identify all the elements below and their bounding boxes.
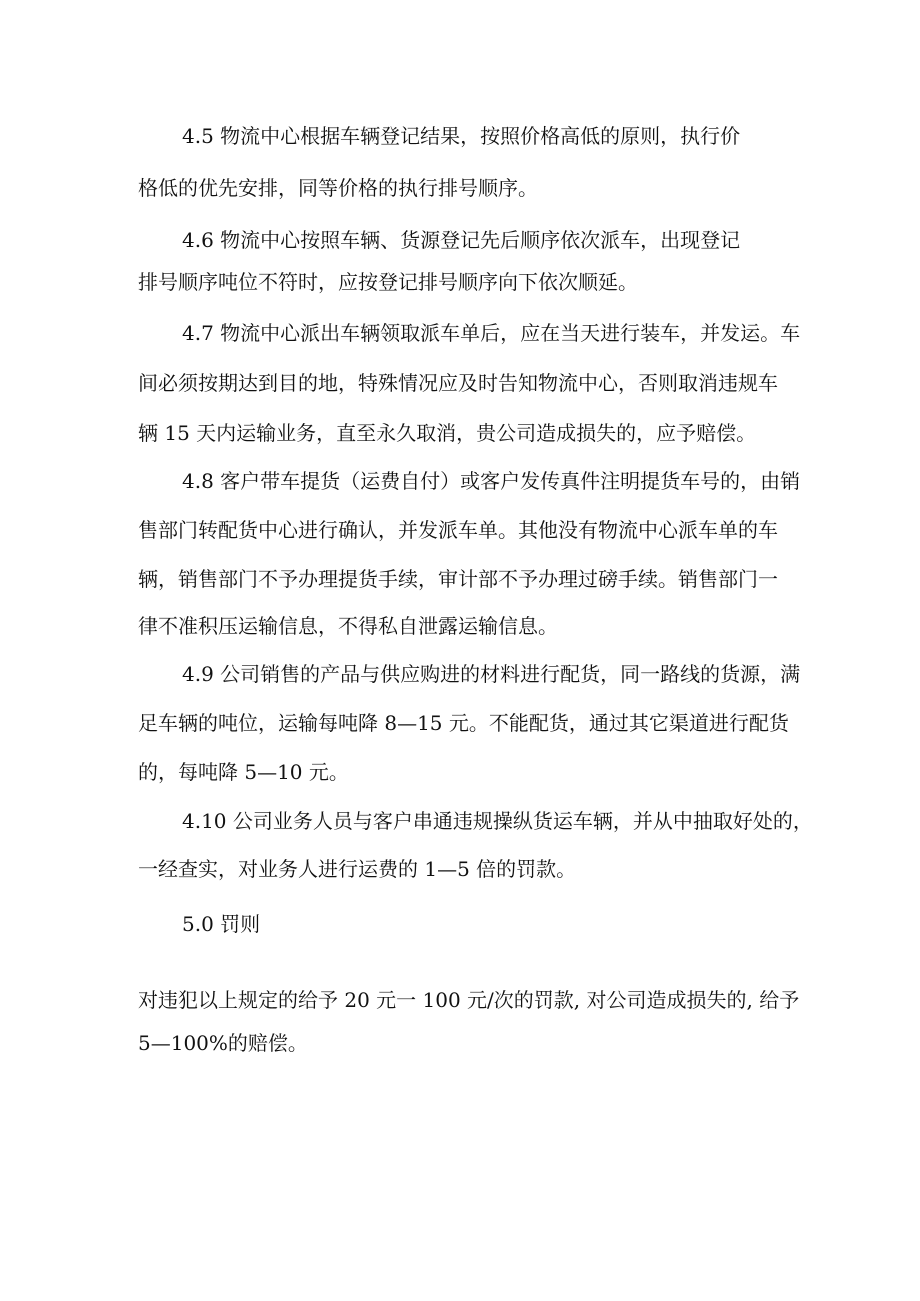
section-5-0-heading: 5.0 罚则 xyxy=(182,912,261,936)
clause-4-7-line-2: 间必须按期达到目的地，特殊情况应及时告知物流中心，否则取消违规车 xyxy=(138,371,778,395)
clause-4-7-line-3: 辆 15 天内运输业务，直至永久取消，贵公司造成损失的，应予赔偿。 xyxy=(138,421,757,445)
clause-4-9-line-2: 足车辆的吨位，运输每吨降 8—15 元。不能配货，通过其它渠道进行配货 xyxy=(138,711,789,735)
clause-4-9-line-3: 的，每吨降 5—10 元。 xyxy=(138,760,349,784)
clause-4-7-line-1: 4.7 物流中心派出车辆领取派车单后，应在当天进行装车，并发运。车 xyxy=(182,321,801,345)
penalty-line-2: 5—100%的赔偿。 xyxy=(138,1031,308,1055)
clause-4-9-line-1: 4.9 公司销售的产品与供应购进的材料进行配货，同一路线的货源，满 xyxy=(182,662,801,686)
clause-4-6-line-2: 排号顺序吨位不符时，应按登记排号顺序向下依次顺延。 xyxy=(138,270,638,294)
clause-4-8-line-4: 律不准积压运输信息，不得私自泄露运输信息。 xyxy=(138,614,558,638)
clause-4-8-line-2: 售部门转配货中心进行确认，并发派车单。其他没有物流中心派车单的车 xyxy=(138,518,778,542)
clause-4-10-line-2: 一经查实，对业务人进行运费的 1—5 倍的罚款。 xyxy=(138,857,577,881)
clause-4-5-line-1: 4.5 物流中心根据车辆登记结果，按照价格高低的原则，执行价 xyxy=(182,124,741,148)
clause-4-10-line-1: 4.10 公司业务人员与客户串通违规操纵货运车辆，并从中抽取好处的， xyxy=(182,809,813,833)
clause-4-5-line-2: 格低的优先安排，同等价格的执行排号顺序。 xyxy=(138,176,538,200)
clause-4-6-line-1: 4.6 物流中心按照车辆、货源登记先后顺序依次派车，出现登记 xyxy=(182,228,741,252)
clause-4-8-line-3: 辆，销售部门不予办理提货手续，审计部不予办理过磅手续。销售部门一 xyxy=(138,567,778,591)
penalty-line-1: 对违犯以上规定的给予 20 元一 100 元/次的罚款, 对公司造成损失的, 给予 xyxy=(138,988,800,1012)
clause-4-8-line-1: 4.8 客户带车提货（运费自付）或客户发传真件注明提货车号的，由销 xyxy=(182,469,801,493)
